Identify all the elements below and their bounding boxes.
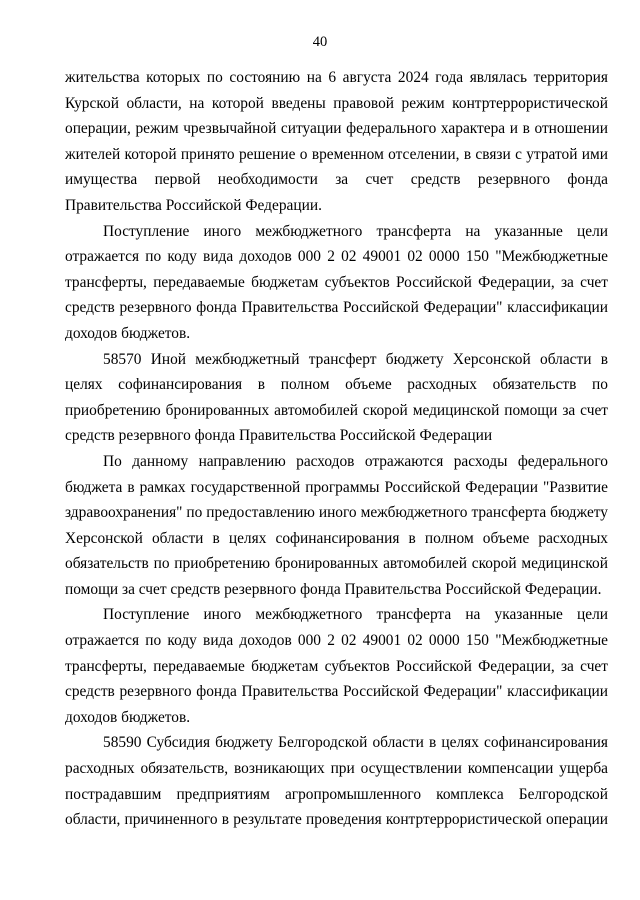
paragraph-income-code-2: Поступление иного межбюджетного трансферта на указанные цели отражается по коду вида доходов 000 2 02 49001 02 0000 150 "Межбюджетные трансферты, передаваемые бюджетам субъектов Российской Федерации, за счет средств резервного фонда Правительства Российской Федерации" классификации доходов бюджетов. <box>65 606 608 726</box>
paragraph-heading-58570: 58570 Иной межбюджетный трансферт бюджету Херсонской области в целях софинансирования в полном объеме расходных обязательств по приобретению бронированных автомобилей скорой медицинской помощи за счет средств резервного фонда Правительства Российской Федерации <box>65 350 608 445</box>
document-body <box>65 65 608 833</box>
paragraph-continuation: жительства которых по состоянию на 6 августа 2024 года являлась территория Курской области, на которой введены правовой режим контртеррористической операции, режим чрезвычайной ситуации федерального характера и в отношении жителей которой принято решение о временном отселении, в связи с утратой ими имущества первой необходимости за счет средств резервного фонда Правительства Российской Федерации. <box>65 69 608 214</box>
paragraph-expense-direction: По данному направлению расходов отражаются расходы федерального бюджета в рамках государственной программы Российской Федерации "Развитие здравоохранения" по предоставлению иного межбюджетного трансферта бюджету Херсонской области в целях софинансирования в полном объеме расходных обязательств по приобретению бронированных автомобилей скорой медицинской помощи за счет средств резервного фонда Правительства Российской Федерации. <box>65 452 608 598</box>
paragraph-heading-58590: 58590 Субсидия бюджету Белгородской области в целях софинансирования расходных обязательств, возникающих при осуществлении компенсации ущерба пострадавшим предприятиям агропромышленного комплекса Белгородской области, причиненного в результате проведения контртеррористической операции <box>65 734 608 829</box>
page-number: 40 <box>312 34 328 50</box>
paragraph-income-code: Поступление иного межбюджетного трансферта на указанные цели отражается по коду вида доходов 000 2 02 49001 02 0000 150 "Межбюджетные трансферты, передаваемые бюджетам субъектов Российской Федерации, за счет средств резервного фонда Правительства Российской Федерации" классификации доходов бюджетов. <box>65 222 608 342</box>
